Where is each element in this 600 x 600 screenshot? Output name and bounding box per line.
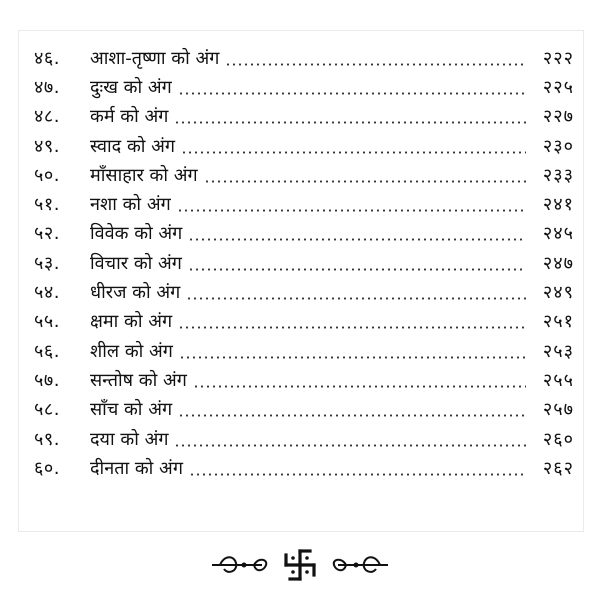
dotted-leader <box>178 326 526 329</box>
entry-title: दया को अंग <box>90 428 169 450</box>
entry-number: ४९. <box>34 135 60 157</box>
entry-page: २४९ <box>542 282 574 304</box>
entry-title: कर्म को अंग <box>90 106 169 128</box>
entry-title: विचार को अंग <box>90 252 182 274</box>
entry-title: स्वाद को अंग <box>90 135 176 157</box>
entry-number: ४६. <box>34 47 60 69</box>
toc-entry-58 <box>34 396 574 425</box>
dotted-leader <box>178 92 526 95</box>
entry-number: ५६. <box>34 340 60 362</box>
entry-title: साँच को अंग <box>90 399 173 421</box>
entry-title: शील को अंग <box>90 340 173 362</box>
toc-entry-59 <box>34 425 574 454</box>
toc-entry-57 <box>34 366 574 395</box>
entry-number: ५३. <box>34 252 60 274</box>
dotted-leader <box>188 268 526 271</box>
toc-entry-54 <box>34 278 574 307</box>
toc-entry-46 <box>34 44 574 73</box>
toc-entry-55 <box>34 308 574 337</box>
entry-page: २३० <box>542 135 574 157</box>
dotted-leader <box>225 63 526 66</box>
entry-number: ५७. <box>34 369 60 391</box>
swastika-icon <box>280 545 320 585</box>
entry-number: ५८. <box>34 399 60 421</box>
toc-entry-53 <box>34 249 574 278</box>
entry-title: माँसाहार को अंग <box>90 164 198 186</box>
entry-title: विवेक को अंग <box>90 223 183 245</box>
toc-entry-60 <box>34 454 574 483</box>
entry-title: दुःख को अंग <box>90 76 172 98</box>
toc-entry-49 <box>34 132 574 161</box>
toc-entry-48 <box>34 103 574 132</box>
entry-number: ५२. <box>34 223 60 245</box>
entry-title: नशा को अंग <box>90 194 171 216</box>
entry-page: २५३ <box>542 340 574 362</box>
toc-entry-52 <box>34 220 574 249</box>
entry-page: २४५ <box>542 223 574 245</box>
entry-title: आशा-तृष्णा को अंग <box>90 47 220 69</box>
toc-entry-56 <box>34 337 574 366</box>
dotted-leader <box>204 180 526 183</box>
dotted-leader <box>177 209 526 212</box>
entry-page: २४१ <box>542 194 574 216</box>
entry-number: ६०. <box>34 457 60 479</box>
entry-number: ४८. <box>34 106 60 128</box>
entry-number: ४७. <box>34 76 60 98</box>
entry-page: २५१ <box>542 311 574 333</box>
dotted-leader <box>193 385 526 388</box>
dotted-leader <box>174 444 526 447</box>
entry-number: ५९. <box>34 428 60 450</box>
entry-title: क्षमा को अंग <box>90 311 173 333</box>
table-of-contents <box>34 44 574 483</box>
dotted-leader <box>178 414 526 417</box>
entry-page: २३३ <box>542 164 574 186</box>
toc-entry-51 <box>34 190 574 219</box>
entry-page: २६२ <box>542 457 574 479</box>
entry-number: ५५. <box>34 311 60 333</box>
dotted-leader <box>181 151 526 154</box>
dotted-leader <box>189 473 526 476</box>
dotted-leader <box>188 238 526 241</box>
entry-page: २५७ <box>542 399 574 421</box>
entry-page: २५५ <box>542 369 574 391</box>
left-flourish-icon <box>210 551 270 579</box>
entry-page: २४७ <box>542 252 574 274</box>
entry-title: सन्तोष को अंग <box>90 369 187 391</box>
entry-page: २६० <box>542 428 574 450</box>
dotted-leader <box>179 356 526 359</box>
entry-title: धीरज को अंग <box>90 282 181 304</box>
entry-page: २२५ <box>542 76 574 98</box>
entry-number: ५०. <box>34 164 60 186</box>
entry-number: ५४. <box>34 282 60 304</box>
entry-page: २२७ <box>542 106 574 128</box>
decorative-ornament <box>0 545 600 585</box>
toc-entry-50 <box>34 161 574 190</box>
toc-entry-47 <box>34 73 574 102</box>
entry-title: दीनता को अंग <box>90 457 183 479</box>
entry-number: ५१. <box>34 194 60 216</box>
dotted-leader <box>186 297 526 300</box>
dotted-leader <box>174 121 526 124</box>
entry-page: २२२ <box>542 47 574 69</box>
right-flourish-icon <box>330 551 390 579</box>
